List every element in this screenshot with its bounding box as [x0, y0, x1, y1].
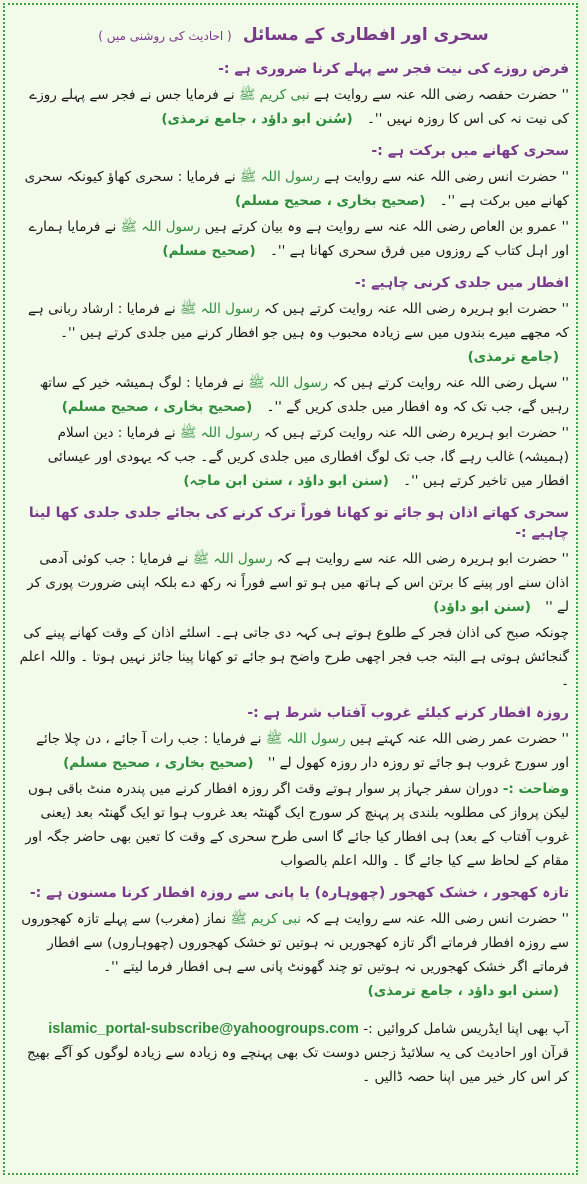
hadith-paragraph: '' حضرت حفصہ رضی اللہ عنہ سے روایت ہے نبی کریم ﷺ نے فرمایا جس نے فجر سے پہلے روزے کی نیت نہ کی اس کا روزہ نہیں ''۔ (سُنن ابو داؤد ، جامع ترمذی) — [29, 87, 569, 127]
hadith-paragraph: '' حضرت ابو ہریرہ رضی اللہ عنہ سے روایت ہے کہ رسول اللہ ﷺ نے فرمایا : جب کوئی آدمی اذان سنے اور پینے کا برتن اس کے ہاتھ میں ہو تو اسے فوراً نہ رکھ دے بلکہ اپنی ضرورت پوری کر لے '' (سنن ابو داؤد) — [27, 551, 569, 615]
prophet-name: رسول اللہ ﷺ — [239, 169, 320, 185]
title-line — [18, 24, 569, 45]
prophet-name: نبی کریم ﷺ — [230, 911, 302, 927]
section-heading-niyyah: فرض روزے کی نیت فجر سے پہلے کرنا ضروری ہے :- — [218, 61, 569, 77]
hadith-reference: (جامع ترمذی) — [467, 349, 559, 365]
section-heading-dates: تازہ کھجور ، خشک کھجور (چھوہارہ) یا پانی سے روزہ افطار کرنا مسنون ہے :- — [29, 885, 569, 901]
section-heading-barakah: سحری کھانے میں برکت ہے :- — [371, 143, 569, 159]
hadith-paragraph: '' حضرت انس رضی اللہ عنہ سے روایت ہے کہ نبی کریم ﷺ نماز (مغرب) سے پہلے تازہ کھجوروں سے روزہ افطار فرماتے اگر تازہ کھجوریں نہ ہوتیں تو خشک کھجوروں (چھوہاروں) سے افطار فرماتے اگر خشک کھجوریں نہ ہوتیں تو چند گھونٹ پانی سے ہی افطار فرما لیتے ''۔ (سنن ابو داؤد ، جامع ترمذی) — [21, 911, 569, 999]
subscribe-line — [18, 1017, 569, 1041]
explanation-label: وضاحت :- — [502, 781, 569, 797]
section-heading-sunset: روزہ افطار کرنے کیلئے غروب آفتاب شرط ہے :- — [247, 705, 569, 721]
hadith-reference: (سنن ابو داؤد ، جامع ترمذی) — [367, 983, 559, 999]
prophet-name: رسول اللہ ﷺ — [179, 425, 260, 441]
prophet-name: رسول اللہ ﷺ — [120, 219, 201, 235]
subscribe-text: آپ بھی اپنا ایڈریس شامل کروائیں :- — [363, 1021, 569, 1037]
prophet-name: نبی کریم ﷺ — [238, 87, 310, 103]
hadith-reference: (صحیح بخاری ، صحیح مسلم) — [63, 755, 254, 771]
hadith-reference: (صحیح بخاری ، صحیح مسلم) — [61, 399, 253, 415]
section-heading-iftar-haste: افطار میں جلدی کرنی چاہیے :- — [354, 275, 569, 291]
hadith-paragraph: '' عمرو بن العاص رضی اللہ عنہ سے روایت ہے وہ بیان کرتے ہیں رسول اللہ ﷺ نے فرمایا ہمارے اور اہل کتاب کے روزوں میں فرق سحری کھانا ہے ''۔ (صحیح مسلم) — [28, 219, 569, 259]
hadith-reference: (سُنن ابو داؤد ، جامع ترمذی) — [161, 111, 353, 127]
document-page — [8, 8, 575, 1174]
hadith-paragraph: '' حضرت ابو ہریرہ رضی اللہ عنہ روایت کرتے ہیں کہ رسول اللہ ﷺ نے فرمایا : دین اسلام (ہمیشہ) غالب رہے گا، جب تک لوگ افطاری میں جلدی کریں گے۔ جب کہ یہودی اور عیسائی افطار میں تاخیر کرتے ہیں ''۔ (سنن ابو داؤد ، سنن ابن ماجہ) — [47, 425, 569, 489]
prophet-name: رسول اللہ ﷺ — [265, 731, 346, 747]
prophet-name: رسول اللہ ﷺ — [248, 375, 329, 391]
hadith-reference: (صحیح مسلم) — [162, 243, 256, 259]
page-title: سحری اور افطاری کے مسائل — [242, 25, 489, 45]
hadith-reference: (سنن ابو داؤد) — [433, 599, 531, 615]
hadith-paragraph: '' حضرت ابو ہریرہ رضی اللہ عنہ روایت کرتے ہیں کہ رسول اللہ ﷺ نے فرمایا : ارشاد ربانی ہے کہ مجھے میرے بندوں میں سے زیادہ محبوب وہ ہیں جو افطار کرنے میں جلدی کرتے ہیں ''۔ (جامع ترمذی) — [27, 301, 569, 365]
prophet-name: رسول اللہ ﷺ — [179, 301, 260, 317]
hadith-reference: (صحیح بخاری ، صحیح مسلم) — [234, 193, 426, 209]
prophet-name: رسول اللہ ﷺ — [192, 551, 273, 567]
hadith-paragraph: '' سہل رضی اللہ عنہ روایت کرتے ہیں کہ رسول اللہ ﷺ نے فرمایا : لوگ ہمیشہ خیر کے ساتھ رہیں گے، جب تک کہ وہ افطار میں جلدی کریں گے ''۔ (صحیح بخاری ، صحیح مسلم) — [39, 375, 569, 415]
hadith-paragraph: '' حضرت انس رضی اللہ عنہ سے روایت ہے رسول اللہ ﷺ نے فرمایا : سحری کھاؤ کیونکہ سحری کھانے میں برکت ہے ''۔ (صحیح بخاری ، صحیح مسلم) — [24, 169, 569, 209]
section-heading-azan-sahri: سحری کھاتے اذان ہو جائے تو کھانا فوراً ترک کرنے کی بجائے جلدی جلدی کھا لینا چاہیے :- — [28, 505, 569, 541]
footer — [18, 1017, 569, 1089]
hadith-reference: (سنن ابو داؤد ، سنن ابن ماجہ) — [183, 473, 389, 489]
explanation-paragraph: وضاحت :- دوران سفر جہاز پر سوار ہوتے وقت اگر روزہ افطار کرنے میں پندرہ منٹ باقی ہوں لیکن پرواز کی مطلوبہ بلندی پر پہنچ کر سورج ایک گھنٹہ بعد غروب ہوا تو ایک گھنٹہ بعد (یعنی غروب آفتاب کے بعد) ہی افطار کیا جائے گا اسی طرح سحری کے وقت کا تعین بھی حاضر جگہ اور مقام کے لحاظ سے کیا جائے گا ۔ واللہ اعلم بالصواب — [25, 781, 569, 869]
page-subtitle: ( احادیث کی روشنی میں ) — [98, 29, 232, 43]
subscribe-email-link[interactable]: islamic_portal-subscribe@yahoogroups.com — [48, 1021, 359, 1037]
explanation-paragraph: چونکہ صبح کی اذان فجر کے طلوع ہوتے ہی کہہ دی جاتی ہے۔ اسلئے اذان کے وقت کھانے پینے کی گنجائش ہوتی ہے البتہ جب فجر اچھی طرح واضح ہو جائے تو کھانا پینا جائز نہیں ہوتا ۔ واللہ اعلم ۔ — [19, 625, 569, 689]
closing-line: قرآن اور احادیث کی یہ سلائیڈ زجس دوست تک بھی پہنچے وہ زیادہ سے زیادہ لوگوں کو آگے بھیج کر اس کار خیر میں اپنا حصہ ڈالیں ۔ — [26, 1045, 569, 1085]
hadith-paragraph: '' حضرت عمر رضی اللہ عنہ کہتے ہیں رسول اللہ ﷺ نے فرمایا : جب رات آ جائے ، دن چلا جائے اور سورج غروب ہو جائے تو روزہ دار روزہ کھول لے '' (صحیح بخاری ، صحیح مسلم) — [36, 731, 569, 771]
